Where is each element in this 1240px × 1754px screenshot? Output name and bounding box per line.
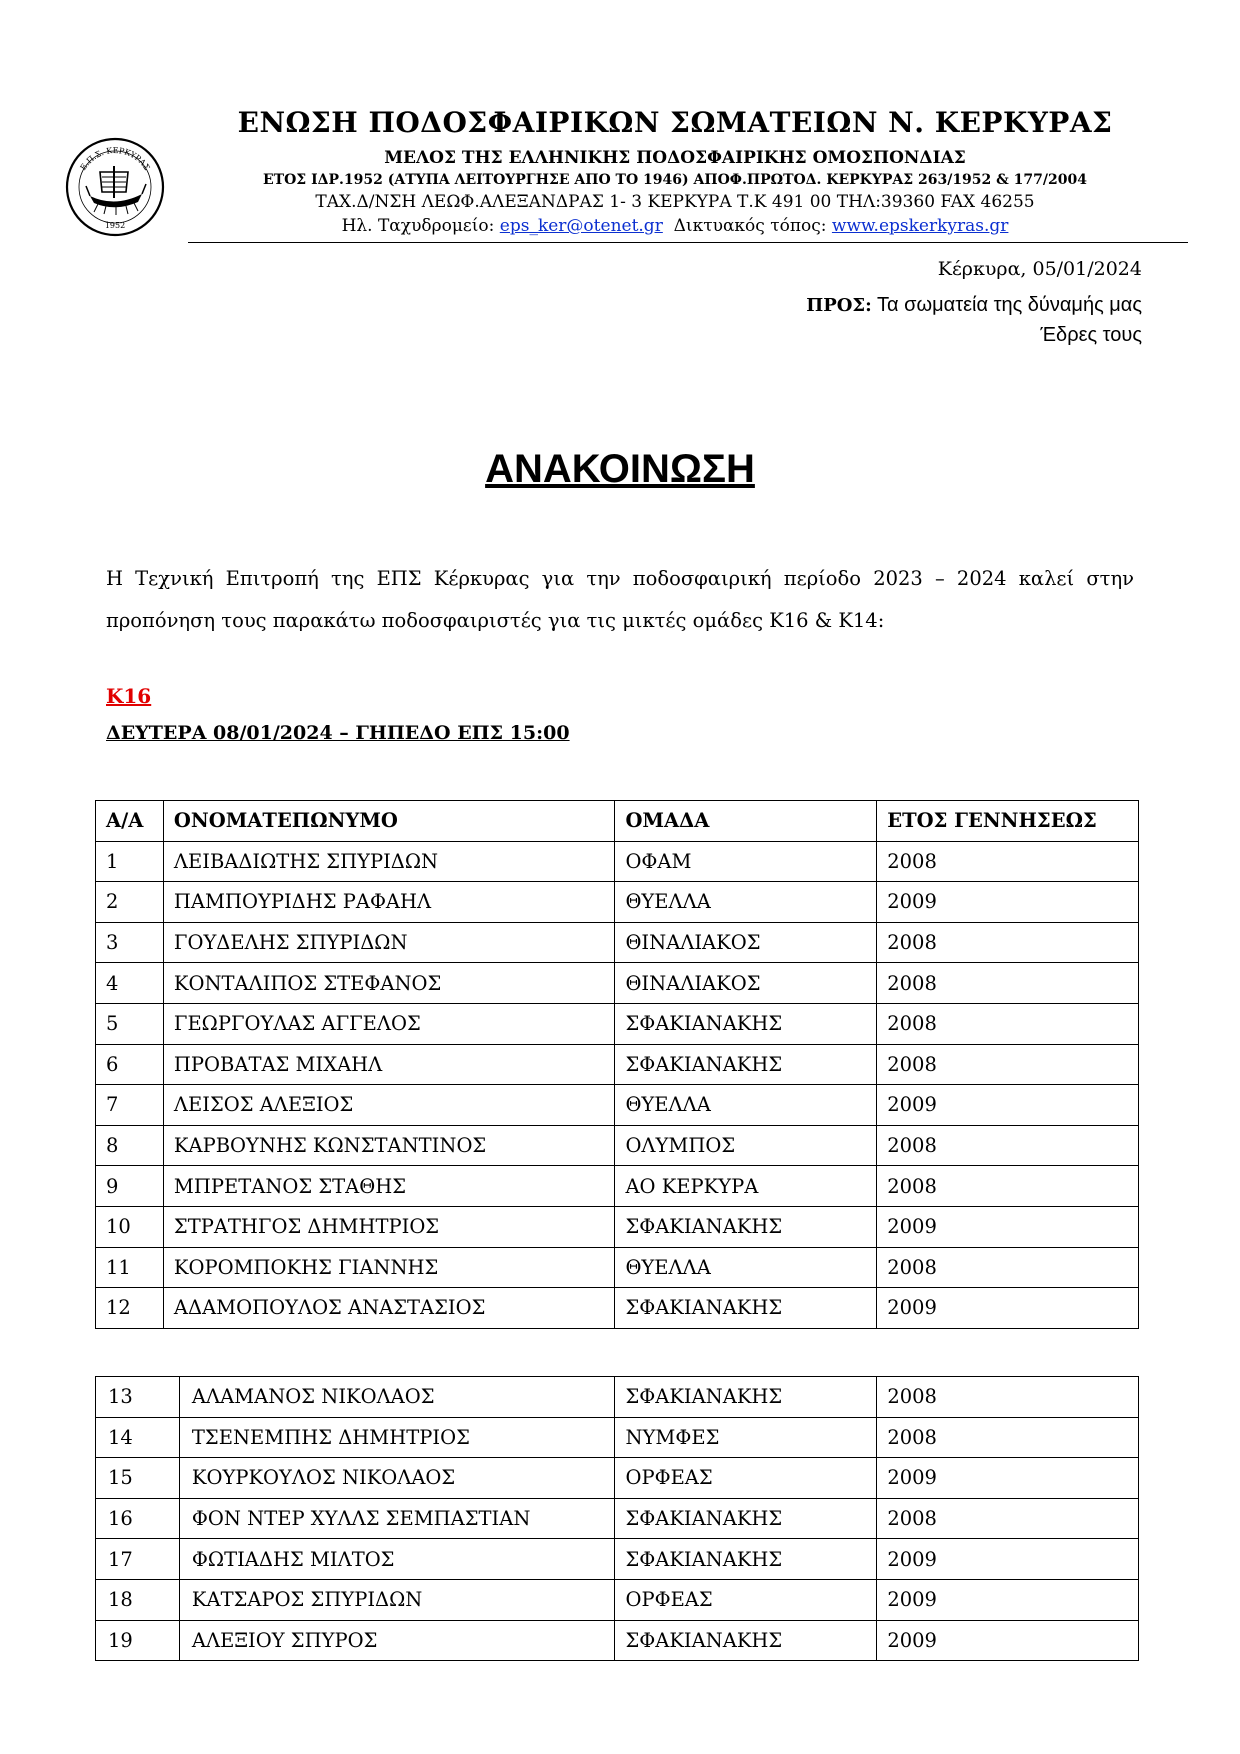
org-title: ΕΝΩΣΗ ΠΟΔΟΣΦΑΙΡΙΚΩΝ ΣΩΜΑΤΕΙΩΝ Ν. ΚΕΡΚΥΡΑΣ [237,106,1113,139]
table-row [96,1288,1139,1329]
player-team: ΘΥΕΛΛΑ [615,1085,877,1126]
row-index: 1 [96,841,164,882]
federation-logo-icon [64,136,166,238]
player-name: ΑΛΑΜΑΝΟΣ ΝΙΚΟΛΑΟΣ [179,1377,615,1418]
birth-year: 2009 [877,1539,1139,1580]
player-name: ΚΟΥΡΚΟΥΛΟΣ ΝΙΚΟΛΑΟΣ [179,1458,615,1499]
player-team: ΟΛΥΜΠΟΣ [615,1125,877,1166]
table-row [96,1125,1139,1166]
email-link[interactable]: eps_ker@otenet.gr [499,216,663,236]
row-index: 13 [96,1377,180,1418]
recipient-text: Τα σωματεία της δύναμής μας [877,294,1142,316]
table-row [96,1620,1139,1661]
table-row [96,1003,1139,1044]
row-index: 3 [96,922,164,963]
birth-year: 2008 [877,963,1139,1004]
player-team: ΟΡΦΕΑΣ [615,1458,877,1499]
member-line: ΜΕΛΟΣ ΤΗΣ ΕΛΛΗΝΙΚΗΣ ΠΟΔΟΣΦΑΙΡΙΚΗΣ ΟΜΟΣΠΟΝΔΙΑΣ [384,148,966,168]
player-name: ΜΠΡΕΤΑΝΟΣ ΣΤΑΘΗΣ [163,1166,615,1207]
birth-year: 2009 [877,882,1139,923]
birth-year: 2008 [877,1044,1139,1085]
player-team: ΘΙΝΑΛΙΑΚΟΣ [615,963,877,1004]
recipient-line [806,294,1142,317]
table-row [96,1539,1139,1580]
row-index: 16 [96,1498,180,1539]
table-row [96,1417,1139,1458]
row-index: 14 [96,1417,180,1458]
table-row [96,1377,1139,1418]
birth-year: 2008 [877,1498,1139,1539]
player-name: ΓΕΩΡΓΟΥΛΑΣ ΑΓΓΕΛΟΣ [163,1003,615,1044]
header-fullname: ΟΝΟΜΑΤΕΠΩΝΥΜΟ [163,801,615,842]
player-name: ΓΟΥΔΕΛΗΣ ΣΠΥΡΙΔΩΝ [163,922,615,963]
player-team: ΣΦΑΚΙΑΝΑΚΗΣ [615,1620,877,1661]
player-team: ΣΦΑΚΙΑΝΑΚΗΣ [615,1044,877,1085]
header-index: Α/Α [96,801,164,842]
group-label: Κ16 [106,684,152,708]
player-name: ΤΣΕΝΕΜΠΗΣ ΔΗΜΗΤΡΙΟΣ [179,1417,615,1458]
row-index: 11 [96,1247,164,1288]
player-team: ΣΦΑΚΙΑΝΑΚΗΣ [615,1206,877,1247]
recipient-seats: Έδρες τους [1040,324,1142,346]
player-name: ΣΤΡΑΤΗΓΟΣ ΔΗΜΗΤΡΙΟΣ [163,1206,615,1247]
svg-text:Ε.Π.Σ. ΚΕΡΚΥΡΑΣ: Ε.Π.Σ. ΚΕΡΚΥΡΑΣ [78,145,152,172]
player-team: ΟΦΑΜ [615,841,877,882]
table-row [96,1458,1139,1499]
player-team: ΣΦΑΚΙΑΝΑΚΗΣ [615,1377,877,1418]
founding-line: ΕΤΟΣ ΙΔΡ.1952 (ΑΤΥΠΑ ΛΕΙΤΟΥΡΓΗΣΕ ΑΠΟ ΤΟ 1946) ΑΠΟΦ.ΠΡΩΤΟΔ. ΚΕΡΚΥΡΑΣ 263/1952 & 177/2004 [263,172,1087,188]
svg-text:1952: 1952 [104,221,126,230]
row-index: 10 [96,1206,164,1247]
email-label: Ηλ. Ταχυδρομείο: [341,216,495,236]
birth-year: 2008 [877,1125,1139,1166]
birth-year: 2008 [877,841,1139,882]
roster-table-part-2 [95,1376,1139,1661]
player-name: ΑΛΕΞΙΟΥ ΣΠΥΡΟΣ [179,1620,615,1661]
table-row [96,1247,1139,1288]
birth-year: 2008 [877,1003,1139,1044]
player-name: ΠΡΟΒΑΤΑΣ ΜΙΧΑΗΛ [163,1044,615,1085]
table-row [96,1044,1139,1085]
player-team: ΣΦΑΚΙΑΝΑΚΗΣ [615,1003,877,1044]
birth-year: 2009 [877,1620,1139,1661]
table-row [96,922,1139,963]
player-name: ΠΑΜΠΟΥΡΙΔΗΣ ΡΑΦΑΗΛ [163,882,615,923]
player-name: ΚΑΡΒΟΥΝΗΣ ΚΩΝΣΤΑΝΤΙΝΟΣ [163,1125,615,1166]
table-row [96,1166,1139,1207]
player-team: ΘΥΕΛΛΑ [615,882,877,923]
row-index: 5 [96,1003,164,1044]
date-line: Κέρκυρα, 05/01/2024 [937,258,1142,280]
roster-table-part-1 [95,800,1139,1329]
player-name: ΚΟΡΟΜΠΟΚΗΣ ΓΙΑΝΝΗΣ [163,1247,615,1288]
session-line: ΔΕΥΤΕΡΑ 08/01/2024 – ΓΗΠΕΔΟ ΕΠΣ 15:00 [106,722,570,744]
row-index: 6 [96,1044,164,1085]
contact-line [190,216,1160,236]
player-team: ΣΦΑΚΙΑΝΑΚΗΣ [615,1539,877,1580]
website-label: Δικτυακός τόπος: [673,216,827,236]
birth-year: 2009 [877,1206,1139,1247]
table-row [96,1498,1139,1539]
birth-year: 2009 [877,1085,1139,1126]
player-name: ΚΑΤΣΑΡΟΣ ΣΠΥΡΙΔΩΝ [179,1579,615,1620]
row-index: 4 [96,963,164,1004]
player-team: ΣΦΑΚΙΑΝΑΚΗΣ [615,1498,877,1539]
player-name: ΚΟΝΤΑΛΙΠΟΣ ΣΤΕΦΑΝΟΣ [163,963,615,1004]
row-index: 9 [96,1166,164,1207]
row-index: 8 [96,1125,164,1166]
row-index: 15 [96,1458,180,1499]
birth-year: 2009 [877,1458,1139,1499]
player-team: ΘΙΝΑΛΙΑΚΟΣ [615,922,877,963]
table-header-row [96,801,1139,842]
header-divider [188,242,1188,243]
player-name: ΦΟΝ ΝΤΕΡ ΧΥΛΛΣ ΣΕΜΠΑΣΤΙΑΝ [179,1498,615,1539]
table-row [96,882,1139,923]
recipient-label: ΠΡΟΣ: [806,295,872,316]
header-team: ΟΜΑΔΑ [615,801,877,842]
birth-year: 2009 [877,1579,1139,1620]
address-line: ΤΑΧ.Δ/ΝΣΗ ΛΕΩΦ.ΑΛΕΞΑΝΔΡΑΣ 1- 3 ΚΕΡΚΥΡΑ Τ.Κ 491 00 ΤΗΛ:39360 FAX 46255 [315,192,1035,212]
announcement-title: ΑΝΑΚΟΙΝΩΣΗ [485,447,755,491]
player-name: ΛΕΙΣΟΣ ΑΛΕΞΙΟΣ [163,1085,615,1126]
row-index: 17 [96,1539,180,1580]
player-name: ΦΩΤΙΑΔΗΣ ΜΙΛΤΟΣ [179,1539,615,1580]
player-team: ΟΡΦΕΑΣ [615,1579,877,1620]
row-index: 12 [96,1288,164,1329]
table-row [96,1085,1139,1126]
birth-year: 2008 [877,1417,1139,1458]
table-row [96,963,1139,1004]
row-index: 7 [96,1085,164,1126]
player-team: ΝΥΜΦΕΣ [615,1417,877,1458]
table-row [96,1579,1139,1620]
website-link[interactable]: www.epskerkyras.gr [831,216,1009,236]
row-index: 19 [96,1620,180,1661]
player-team: ΑΟ ΚΕΡΚΥΡΑ [615,1166,877,1207]
table-row [96,841,1139,882]
player-team: ΣΦΑΚΙΑΝΑΚΗΣ [615,1288,877,1329]
header-birth-year: ΕΤΟΣ ΓΕΝΝΗΣΕΩΣ [877,801,1139,842]
player-team: ΘΥΕΛΛΑ [615,1247,877,1288]
birth-year: 2008 [877,1247,1139,1288]
row-index: 2 [96,882,164,923]
player-name: ΑΔΑΜΟΠΟΥΛΟΣ ΑΝΑΣΤΑΣΙΟΣ [163,1288,615,1329]
table-row [96,1206,1139,1247]
birth-year: 2008 [877,922,1139,963]
player-name: ΛΕΙΒΑΔΙΩΤΗΣ ΣΠΥΡΙΔΩΝ [163,841,615,882]
intro-paragraph: Η Τεχνική Επιτροπή της ΕΠΣ Κέρκυρας για την ποδοσφαιρική περίοδο 2023 – 2024 καλεί στην προπόνηση τους παρακάτω ποδοσφαιριστές για τις μικτές ομάδες Κ16 & Κ14: [106,567,1134,632]
birth-year: 2008 [877,1377,1139,1418]
birth-year: 2008 [877,1166,1139,1207]
row-index: 18 [96,1579,180,1620]
birth-year: 2009 [877,1288,1139,1329]
